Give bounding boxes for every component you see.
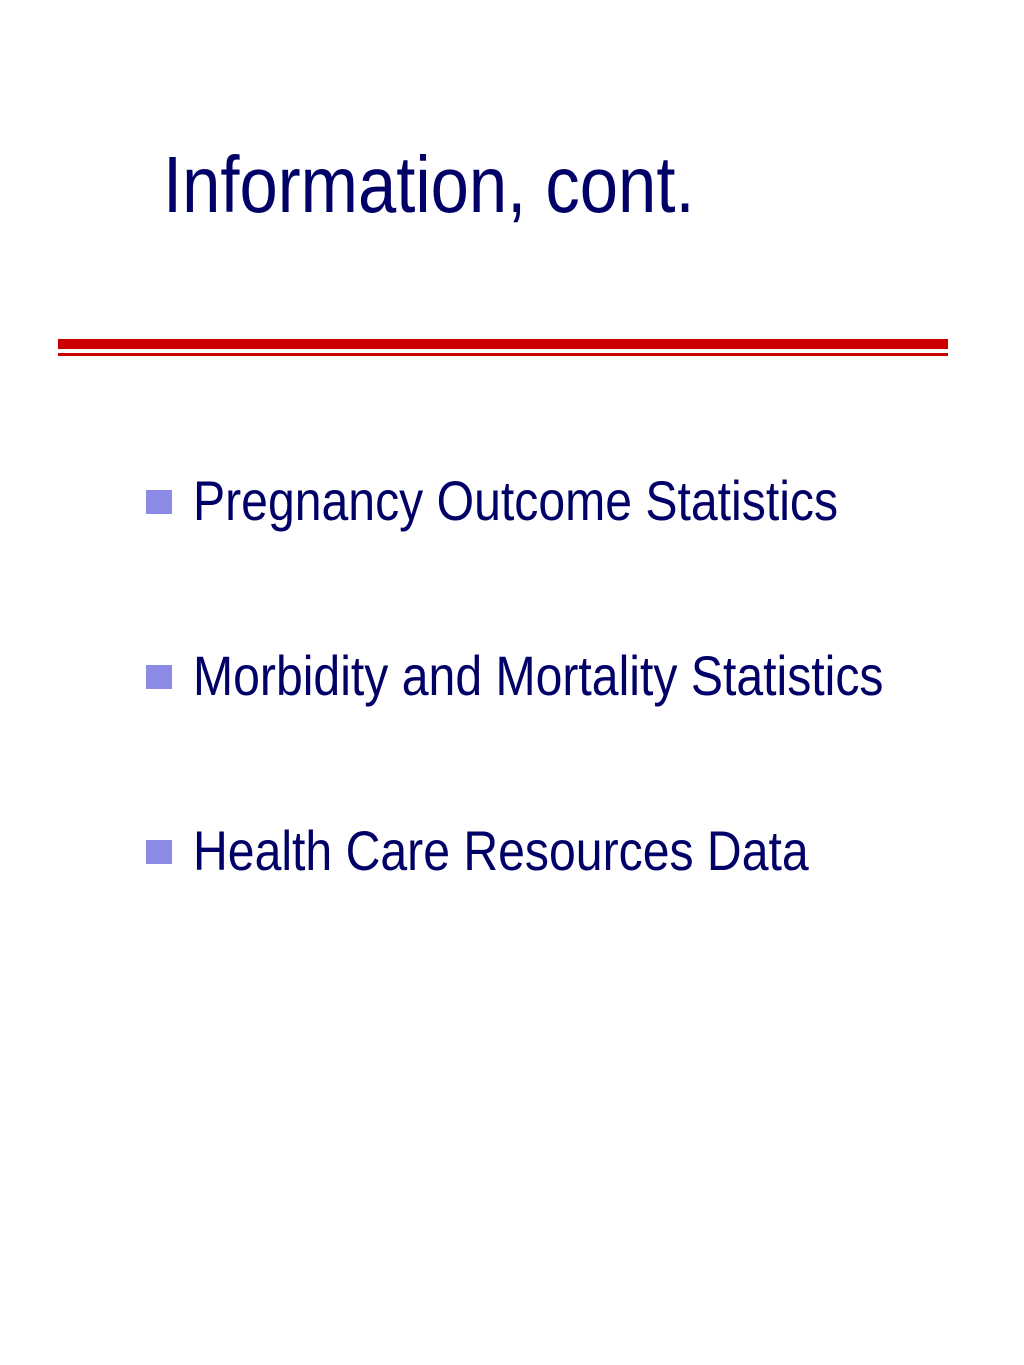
bullet-text: Pregnancy Outcome Statistics: [193, 469, 839, 532]
square-bullet-icon: [146, 490, 172, 514]
title-divider-thin: [58, 353, 948, 356]
square-bullet-icon: [146, 665, 172, 689]
square-bullet-icon: [146, 840, 172, 864]
title-divider-thick: [58, 339, 948, 349]
bullet-text: Health Care Resources Data: [193, 819, 809, 882]
bullet-text: Morbidity and Mortality Statistics: [193, 644, 884, 707]
slide-title: Information, cont.: [163, 140, 695, 229]
